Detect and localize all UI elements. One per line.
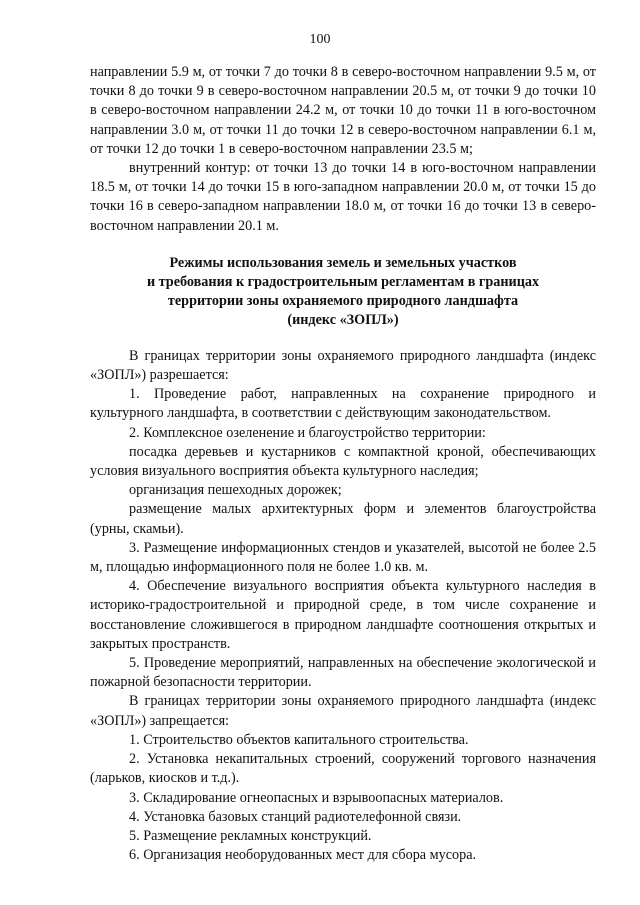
permitted-item: 3. Размещение информационных стендов и указателей, высотой не более 2.5 м, площадью информационного поля не более 1.0 кв. м. bbox=[90, 539, 596, 576]
paragraph-boundary-continuation: направлении 5.9 м, от точки 7 до точки 8 в северо-восточном направлении 9.5 м, от точки 8 до точки 9 в северо-восточном направлении 20.5 м, от точки 9 до точки 10 в северо-восточном направлении 24.2 м, от точки 10 до точки 11 в юго-восточном направлении 3.0 м, от точки 11 до точки 12 в северо-восточном направлении 6.1 м, от точки 12 до точки 1 в северо-восточном направлении 23.5 м; bbox=[90, 64, 596, 157]
section-heading bbox=[90, 254, 596, 330]
heading-line: (индекс «ЗОПЛ») bbox=[287, 311, 399, 328]
heading-line: территории зоны охраняемого природного ландшафта bbox=[167, 292, 519, 309]
prohibited-item: 4. Установка базовых станций радиотелефонной связи. bbox=[129, 808, 462, 825]
permitted-item: 4. Обеспечение визуального восприятия объекта культурного наследия в историко-градостроительной и природной среде, в том числе сохранение и восстановление сложившегося в природном ландшафте соотношения открытых и закрытых пространств. bbox=[90, 578, 596, 652]
permitted-item: 5. Проведение мероприятий, направленных на обеспечение экологической и пожарной безопасности территории. bbox=[90, 655, 596, 691]
permitted-item: 2. Комплексное озеленение и благоустройство территории: bbox=[129, 424, 486, 441]
prohibited-intro: В границах территории зоны охраняемого природного ландшафта (индекс «ЗОПЛ») запрещается: bbox=[90, 693, 596, 729]
paragraph-inner-contour: внутренний контур: от точки 13 до точки 14 в юго-восточном направлении 18.5 м, от точки 14 до точки 15 в юго-западном направлении 20.0 м, от точки 15 до точки 16 в северо-западном направлении 18.0 м, от точки 16 до точки 13 в северо-восточном направлении 20.1 м. bbox=[90, 160, 596, 234]
permitted-item: 1. Проведение работ, направленных на сохранение природного и культурного ландшафта, в соответствии с действующим законодательством. bbox=[90, 386, 596, 422]
prohibited-item: 3. Складирование огнеопасных и взрывоопасных материалов. bbox=[129, 789, 504, 806]
heading-line: Режимы использования земель и земельных участков bbox=[169, 254, 517, 271]
prohibited-item: 1. Строительство объектов капитального строительства. bbox=[129, 731, 469, 748]
prohibited-item: 6. Организация необорудованных мест для сбора мусора. bbox=[129, 847, 477, 864]
permitted-subitem: размещение малых архитектурных форм и элементов благоустройства (урны, скамьи). bbox=[90, 501, 596, 537]
heading-line: и требования к градостроительным регламентам в границах bbox=[146, 273, 540, 290]
page-number: 100 bbox=[309, 32, 331, 47]
prohibited-item: 5. Размещение рекламных конструкций. bbox=[129, 827, 372, 844]
permitted-intro: В границах территории зоны охраняемого природного ландшафта (индекс «ЗОПЛ») разрешается: bbox=[90, 347, 596, 384]
prohibited-item: 2. Установка некапитальных строений, сооружений торгового назначения (ларьков, киосков и т.д.). bbox=[90, 751, 596, 787]
permitted-subitem: посадка деревьев и кустарников с компактной кроной, обеспечивающих условия визуального восприятия объекта культурного наследия; bbox=[90, 443, 596, 480]
permitted-subitem: организация пешеходных дорожек; bbox=[129, 482, 342, 499]
document-body bbox=[90, 63, 596, 865]
